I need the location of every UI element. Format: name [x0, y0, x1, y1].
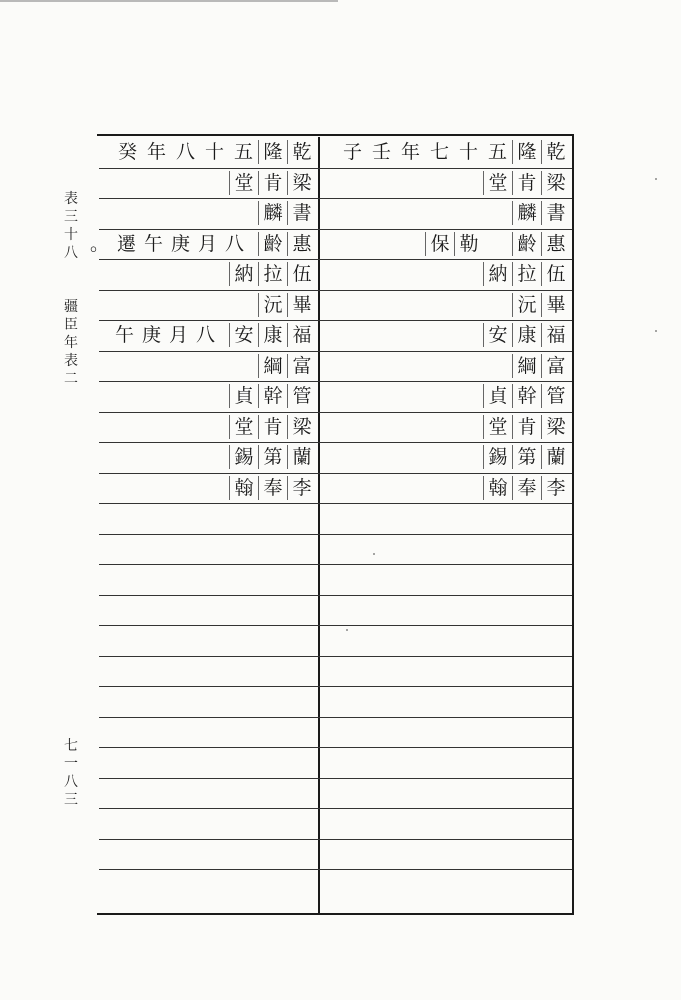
- row-rule: [99, 625, 572, 626]
- right-official-row: [512, 351, 570, 381]
- left-official-row: [229, 412, 316, 442]
- name-char: 伍: [541, 262, 570, 286]
- name-char: 惠: [287, 232, 316, 256]
- left-official-row: [229, 168, 316, 198]
- right-official-row: [483, 320, 570, 350]
- row-rule: [99, 595, 572, 596]
- row-rule: [99, 290, 572, 291]
- row-rule: [99, 198, 572, 199]
- left-official-row: [258, 229, 316, 259]
- name-char: 綱: [258, 354, 287, 378]
- name-char: 蘭: [287, 445, 316, 469]
- name-char: 肯: [512, 171, 541, 195]
- right-official-row: [483, 473, 570, 503]
- left-official-row: [229, 473, 316, 503]
- name-char: 翰: [229, 476, 258, 500]
- name-char: 奉: [258, 476, 287, 500]
- left-official-row: [229, 381, 316, 411]
- row-rule: [99, 717, 572, 718]
- name-char: 沅: [258, 293, 287, 317]
- name-char: 勒: [454, 232, 483, 256]
- center-divider: [318, 137, 320, 913]
- header-char: 八: [175, 141, 195, 163]
- name-char: 福: [287, 323, 316, 347]
- name-char: 拉: [258, 262, 287, 286]
- name-char: 肯: [258, 415, 287, 439]
- header-char: 乾: [287, 140, 316, 164]
- right-official-row: [425, 229, 570, 259]
- name-char: 貞: [229, 384, 258, 408]
- name-char: 保: [425, 232, 454, 256]
- name-char: [483, 232, 512, 256]
- page-number: 七一八三: [64, 738, 78, 808]
- name-char: 堂: [229, 171, 258, 195]
- name-char: 康: [512, 323, 541, 347]
- name-char: 福: [541, 323, 570, 347]
- row-rule: [99, 747, 572, 748]
- name-char: 堂: [229, 415, 258, 439]
- side-title-volume: 表三十八: [64, 191, 78, 261]
- name-char: 梁: [287, 171, 316, 195]
- header-char: 七: [429, 141, 449, 163]
- name-char: 肯: [512, 415, 541, 439]
- name-char: 畢: [287, 293, 316, 317]
- row-rule: [99, 686, 572, 687]
- name-char: 康: [258, 323, 287, 347]
- side-title-section: 疆臣年表二: [64, 299, 78, 387]
- name-char: 伍: [287, 262, 316, 286]
- header-char: 癸: [117, 141, 137, 163]
- appointment-note: 八月庚午遷。: [89, 233, 252, 255]
- name-char: 管: [541, 384, 570, 408]
- header-char: 壬: [371, 141, 391, 163]
- name-char: 堂: [483, 171, 512, 195]
- row-rule: [99, 778, 572, 779]
- right-official-row: [483, 168, 570, 198]
- header-char: 十: [458, 141, 478, 163]
- name-char: 李: [287, 476, 316, 500]
- name-char: 梁: [541, 171, 570, 195]
- name-char: 貞: [483, 384, 512, 408]
- header-char: 五: [487, 141, 507, 163]
- speck: [373, 553, 375, 555]
- name-char: 李: [541, 476, 570, 500]
- row-rule: [99, 564, 572, 565]
- name-char: 安: [229, 323, 258, 347]
- name-char: 納: [483, 262, 512, 286]
- right-official-row: [512, 290, 570, 320]
- speck: [655, 330, 657, 332]
- left-official-row: [258, 290, 316, 320]
- name-char: 富: [541, 354, 570, 378]
- name-char: 惠: [541, 232, 570, 256]
- name-char: 畢: [541, 293, 570, 317]
- name-char: 齡: [258, 232, 287, 256]
- name-char: 幹: [258, 384, 287, 408]
- row-rule: [99, 503, 572, 504]
- left-official-row: [229, 259, 316, 289]
- left-official-row: [229, 442, 316, 472]
- right-official-row: [512, 198, 570, 228]
- top-edge-line: [0, 0, 338, 2]
- left-year-header: [113, 137, 316, 167]
- left-official-row: [258, 198, 316, 228]
- name-char: 書: [287, 201, 316, 225]
- name-char: 第: [258, 445, 287, 469]
- name-char: 幹: [512, 384, 541, 408]
- name-char: 沅: [512, 293, 541, 317]
- name-char: 齡: [512, 232, 541, 256]
- name-char: 安: [483, 323, 512, 347]
- name-char: 梁: [287, 415, 316, 439]
- name-char: 拉: [512, 262, 541, 286]
- header-char: 隆: [258, 140, 287, 164]
- name-char: 管: [287, 384, 316, 408]
- row-rule: [99, 869, 572, 870]
- row-rule: [99, 656, 572, 657]
- name-char: 書: [541, 201, 570, 225]
- right-official-row: [483, 381, 570, 411]
- row-rule: [99, 351, 572, 352]
- right-official-row: [483, 442, 570, 472]
- header-char: 十: [204, 141, 224, 163]
- name-char: 肯: [258, 171, 287, 195]
- speck: [655, 178, 657, 180]
- row-rule: [99, 839, 572, 840]
- header-char: 乾: [541, 140, 570, 164]
- name-char: 錫: [229, 445, 258, 469]
- name-char: 堂: [483, 415, 512, 439]
- header-char: 年: [400, 141, 420, 163]
- header-char: 年: [146, 141, 166, 163]
- row-rule: [99, 534, 572, 535]
- name-char: 第: [512, 445, 541, 469]
- header-char: 子: [342, 141, 362, 163]
- name-char: 錫: [483, 445, 512, 469]
- name-char: 翰: [483, 476, 512, 500]
- right-official-row: [483, 259, 570, 289]
- name-char: 綱: [512, 354, 541, 378]
- appointment-note: 八月庚午: [114, 324, 223, 346]
- name-char: 富: [287, 354, 316, 378]
- name-char: 麟: [512, 201, 541, 225]
- header-char: 五: [233, 141, 253, 163]
- name-char: 納: [229, 262, 258, 286]
- right-official-row: [483, 412, 570, 442]
- name-char: 麟: [258, 201, 287, 225]
- header-char: 隆: [512, 140, 541, 164]
- left-official-row: [229, 320, 316, 350]
- name-char: 梁: [541, 415, 570, 439]
- speck: [346, 629, 348, 631]
- left-official-row: [258, 351, 316, 381]
- row-rule: [99, 808, 572, 809]
- name-char: 奉: [512, 476, 541, 500]
- name-char: 蘭: [541, 445, 570, 469]
- right-year-header: [338, 137, 570, 167]
